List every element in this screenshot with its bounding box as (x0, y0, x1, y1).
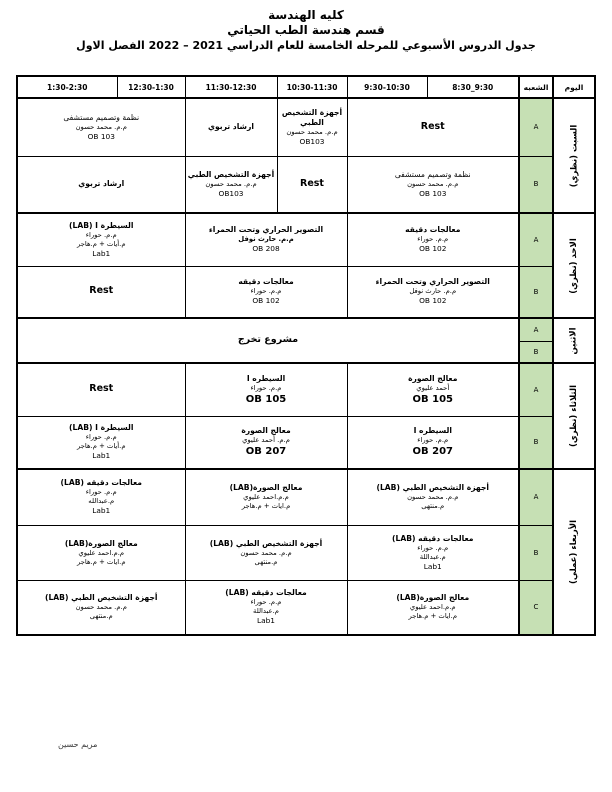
section-cell: A (519, 363, 553, 416)
tuesday-row-a (17, 363, 595, 416)
department-name: قسم هندسة الطب الحياتي (227, 23, 385, 37)
table-header-row (17, 76, 595, 98)
schedule-cell: معالج الصورة أحمد عليوي OB 105 (347, 363, 519, 416)
day-label-sunday (553, 213, 595, 318)
time-header-1230: 12:30-1:30 (117, 76, 185, 98)
schedule-cell: معالجات دقيقه م.م. حوراء OB 102 (185, 266, 347, 318)
section-cell: A (519, 469, 553, 525)
schedule-cell: معالجات دقيقه (LAB) م.م. حوراء م.عبدالله Lab1 (17, 469, 185, 525)
schedule-table-container (16, 75, 596, 636)
schedule-cell: ارشاد تربوي (185, 98, 277, 156)
section-cell: B (519, 525, 553, 580)
section-cell: A (519, 318, 553, 341)
section-cell: A (519, 98, 553, 156)
schedule-cell: أجهزة التشخيص الطبي (LAB) م.م. محمد حسون م.منتهى (185, 525, 347, 580)
schedule-cell: معالج الصورة(LAB) م.م.احمد عليوي م.ايات + م.هاجر (17, 525, 185, 580)
wednesday-row-c (17, 580, 595, 635)
wednesday-row-a (17, 469, 595, 525)
day-label-wednesday (553, 469, 595, 635)
section-cell: B (519, 266, 553, 318)
monday-row-a (17, 318, 595, 341)
day-label-monday (553, 318, 595, 363)
section-column-header: الشعبه (519, 76, 553, 98)
schedule-cell: السيطرة I‏ (LAB) م.م. حوراء م.أيات + م.هاجر Lab1 (17, 416, 185, 469)
schedule-cell: Rest (17, 363, 185, 416)
section-cell: C (519, 580, 553, 635)
sunday-row-a (17, 213, 595, 266)
schedule-cell: معالجات دقيقه (LAB) م.م. حوراء م.عبداللة Lab1 (347, 525, 519, 580)
schedule-cell: Rest (277, 156, 347, 213)
schedule-cell: Rest (17, 266, 185, 318)
schedule-cell-graduation-project: مشروع تخرج (17, 318, 519, 363)
schedule-cell: معالج الصورة(LAB) م.م.احمد عليوي م.ايات + م.هاجر (185, 469, 347, 525)
weekly-schedule-table (16, 75, 596, 636)
college-name: كليه الهندسة (268, 8, 344, 22)
schedule-cell: السيطره I م.م. حوراء OB 207 (347, 416, 519, 469)
schedule-cell: نظمة وتصميم مستشفى م.م. محمد حسون OB 103 (17, 98, 185, 156)
schedule-cell: أجهزة التشخيص الطبي (LAB) م.م. محمد حسون م.منتهى (347, 469, 519, 525)
schedule-title: جدول الدروس الأسبوعي للمرحله الخامسة للعام الدراسي 2021 – 2022 الفصل الاول (76, 39, 536, 52)
saturday-row-a (17, 98, 595, 156)
section-cell: B (519, 416, 553, 469)
day-label-text: الاحد (نظري) (569, 237, 579, 294)
schedule-cell: ارشاد تربوي (17, 156, 185, 213)
schedule-cell: التصوير الحراري وتحت الحمراء م.م. حارث نوفل OB 102 (347, 266, 519, 318)
day-label-saturday (553, 98, 595, 213)
schedule-cell: معالجات دقيقه م.م. حوراء OB 102 (347, 213, 519, 266)
section-cell: B (519, 341, 553, 363)
schedule-cell: أجهزة التشخيص الطبي م.م. محمد حسون OB103 (277, 98, 347, 156)
section-cell: B (519, 156, 553, 213)
schedule-cell: أجهزة التشخيص الطبي م.م. محمد حسون OB103 (185, 156, 277, 213)
schedule-cell: معالجات دقيقه (LAB) م.م. حوراء م.عبداللة Lab1 (185, 580, 347, 635)
time-header-1030: 10:30-11:30 (277, 76, 347, 98)
time-header-1130: 11:30-12:30 (185, 76, 277, 98)
day-label-text: الأربعاء (عملي) (569, 520, 579, 584)
schedule-cell: معالج الصورة م.م. أحمد عليوي OB 207 (185, 416, 347, 469)
signature-text: مريم حسين (58, 740, 98, 749)
day-column-header: اليوم (553, 76, 595, 98)
schedule-cell: نظمة وتصميم مستشفى م.م. محمد حسون OB 103 (347, 156, 519, 213)
page-title (0, 8, 612, 54)
time-header-0930: 9:30-10:30 (347, 76, 427, 98)
section-cell: A (519, 213, 553, 266)
schedule-cell: السيطرة I‏ (LAB) م.م. حوراء م.أيات + م.هاجر Lab1 (17, 213, 185, 266)
saturday-row-b (17, 156, 595, 213)
schedule-cell: أجهزة التشخيص الطبي (LAB) م.م. محمد حسون م.منتهى (17, 580, 185, 635)
schedule-cell: التصوير الحراري وتحت الحمراء م.م. حارث نوفل OB 208 (185, 213, 347, 266)
time-header-0830: 8:30_9:30 (427, 76, 519, 98)
day-label-text: السبت (نظري) (568, 124, 579, 187)
time-header-0130: 1:30-2:30 (17, 76, 117, 98)
sunday-row-b (17, 266, 595, 318)
schedule-cell: Rest (347, 98, 519, 156)
schedule-cell: السيطره I م.م. حوراء OB 105 (185, 363, 347, 416)
tuesday-row-b (17, 416, 595, 469)
day-label-text: الثلاثاء (نظري) (568, 384, 579, 448)
day-label-text: الاثنين (569, 326, 579, 355)
wednesday-row-b (17, 525, 595, 580)
day-label-tuesday (553, 363, 595, 469)
schedule-cell: معالج الصورة(LAB) م.م.احمد عليوي م.ايات + م.هاجر (347, 580, 519, 635)
